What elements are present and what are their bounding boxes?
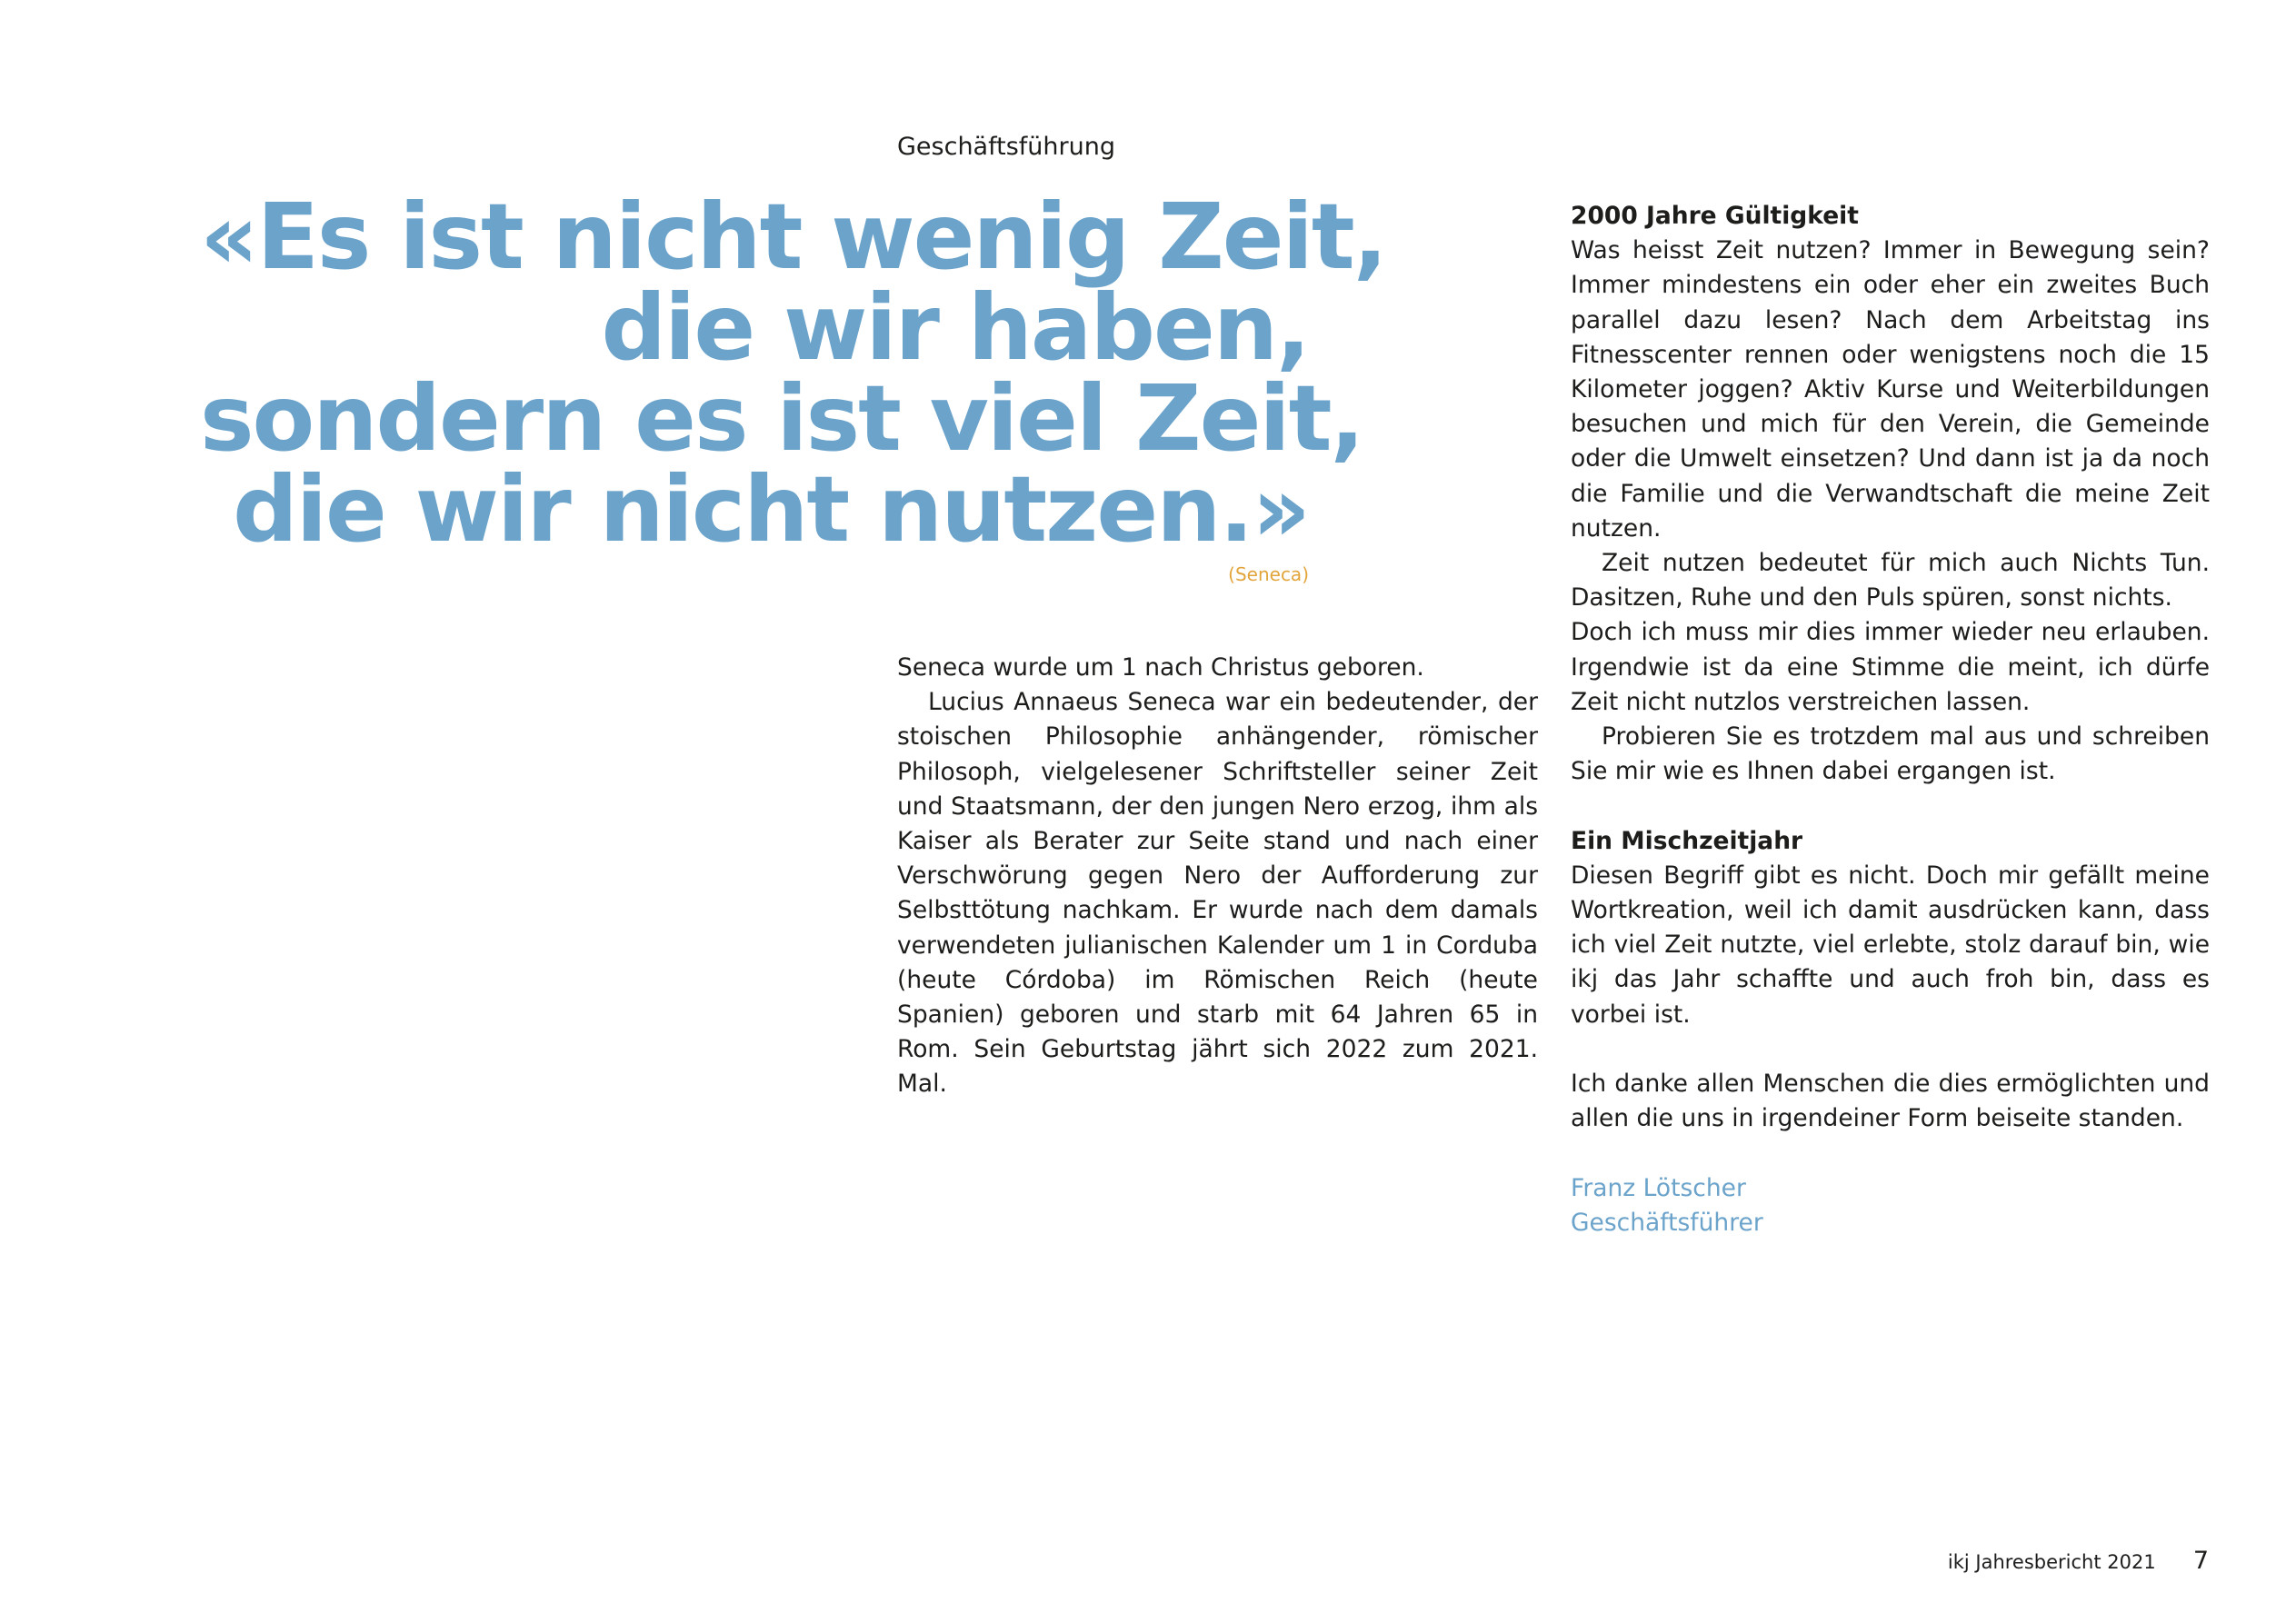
left-column <box>897 651 1538 1102</box>
quote-line: die wir haben, <box>601 274 1309 381</box>
signature <box>1571 1171 2210 1240</box>
section-heading: Ein Mischzeitjahr <box>1571 826 1803 855</box>
page-number: 7 <box>2192 1547 2209 1575</box>
pull-quote <box>200 184 1386 563</box>
page-footer <box>1948 1548 2209 1576</box>
section-heading: 2000 Jahre Gültigkeit <box>1571 202 1859 230</box>
paragraph: Seneca wurde um 1 nach Christus geboren. <box>897 653 1424 682</box>
quote-source: (Seneca) <box>1228 563 1309 585</box>
quote-line: sondern es ist viel Zeit, <box>200 365 1363 472</box>
paragraph: Was heisst Zeit nutzen? Immer in Bewegung sein? Immer mindestens ein oder eher ein zweites Buch parallel dazu lesen? Nach dem Arbeitstag ins Fitnesscenter rennen oder wenigstens noch die 15 Kilometer joggen? Aktiv Kurse und Weiterbildungen besuchen und mich für den Verein, die Gemeinde oder die Umwelt einsetzen? Und dann ist ja da noch die Familie und die Verwandtschaft die meine Zeit nutzen. <box>1571 236 2210 543</box>
quote-line: die wir nicht nutzen.» <box>233 456 1309 563</box>
quote-line: «Es ist nicht wenig Zeit, <box>200 184 1386 290</box>
paragraph: Doch ich muss mir dies immer wieder neu erlauben. Irgendwie ist da eine Stimme die meint, ich dürfe Zeit nicht nutzlos verstreichen lassen. <box>1571 618 2210 716</box>
signature-role: Geschäftsführer <box>1571 1208 1763 1237</box>
paragraph: Zeit nutzen bedeutet für mich auch Nichts Tun. Dasitzen, Ruhe und den Puls spüren, sonst nichts. <box>1571 549 2210 612</box>
paragraph: Diesen Begriff gibt es nicht. Doch mir gefällt meine Wortkreation, weil ich damit ausdrücken kann, dass ich viel Zeit nutzte, viel erlebte, stolz darauf bin, wie ikj das Jahr schaffte und auch froh bin, dass es vorbei ist. <box>1571 861 2210 1029</box>
right-column <box>1571 199 2210 1240</box>
signature-name: Franz Lötscher <box>1571 1173 1746 1202</box>
section-label: Geschäftsführung <box>897 133 1115 161</box>
paragraph: Probieren Sie es trotzdem mal aus und schreiben Sie mir wie es Ihnen dabei ergangen ist. <box>1571 722 2210 786</box>
paragraph: Lucius Annaeus Seneca war ein bedeutender, der stoischen Philosophie anhängender, römischer Philosoph, vielgelesener Schriftsteller seiner Zeit und Staatsmann, der den jungen Nero erzog, ihm als Kaiser als Berater zur Seite stand und nach einer Verschwörung gegen Nero der Aufforderung zur Selbsttötung nachkam. Er wurde nach dem damals verwendeten julianischen Kalender um 1 in Corduba (heute Córdoba) im Römischen Reich (heute Spanien) geboren und starb mit 64 Jahren 65 in Rom. Sein Geburtstag jährt sich 2022 zum 2021. Mal. <box>897 688 1538 1099</box>
paragraph: Ich danke allen Menschen die dies ermöglichten und allen die uns in irgendeiner Form beiseite standen. <box>1571 1070 2210 1133</box>
publication-title: ikj Jahresbericht 2021 <box>1947 1551 2156 1573</box>
